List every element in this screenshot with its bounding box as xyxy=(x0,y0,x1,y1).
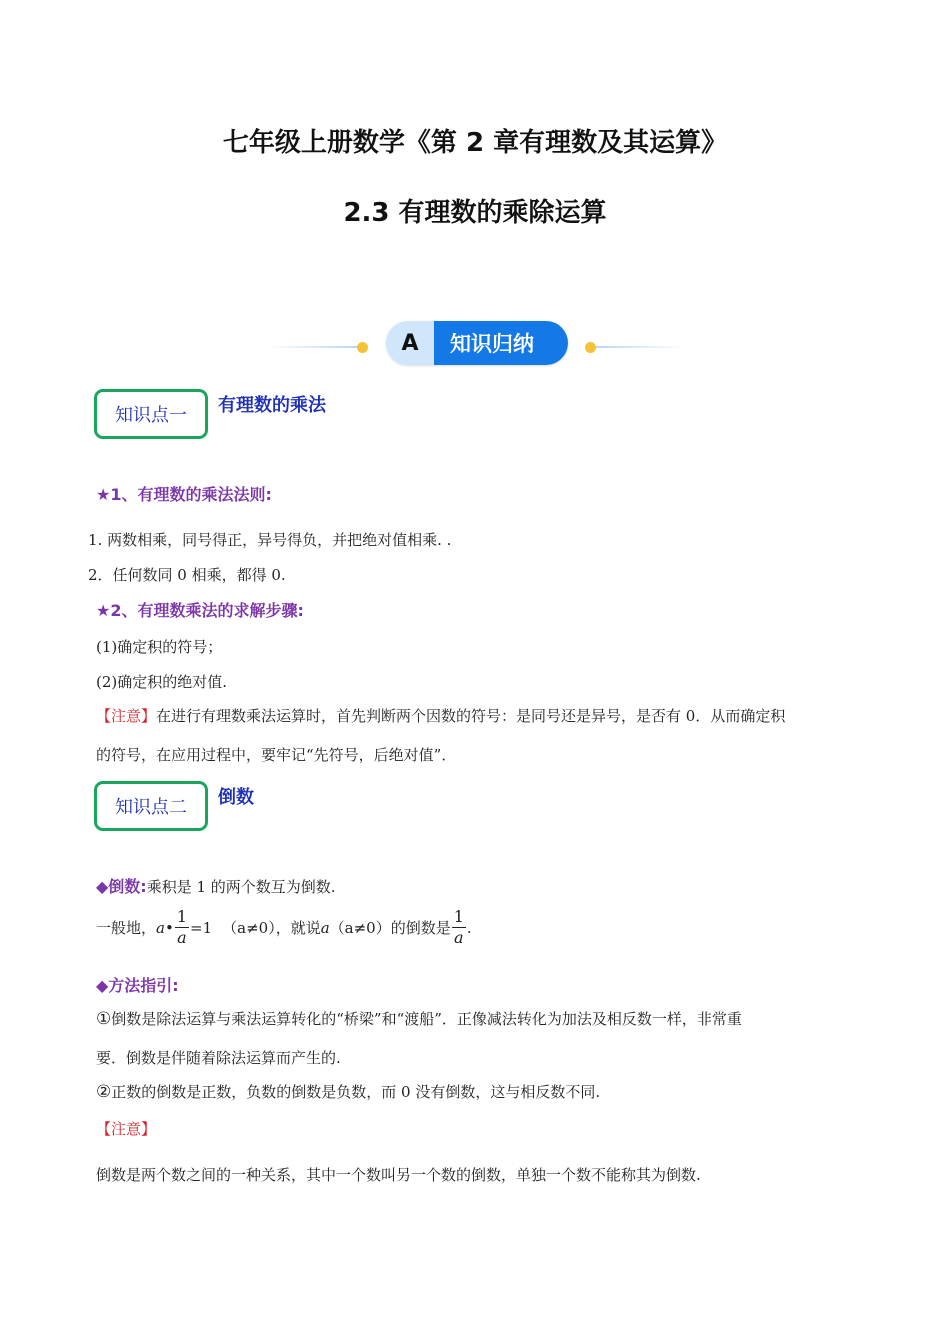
rule-2: 2．任何数同 0 相乘，都得 0. xyxy=(88,566,286,584)
note-1-line-2: 的符号，在应用过程中，要牢记“先符号，后绝对值”． xyxy=(96,746,457,764)
method-heading: ◆方法指引: xyxy=(96,976,179,995)
knowledge-point-1-box: 知识点一 xyxy=(94,389,208,439)
method-1-line-1 xyxy=(96,1008,742,1029)
page-title: 七年级上册数学《第 2 章有理数及其运算》 xyxy=(222,128,728,158)
formula-fraction-2 xyxy=(452,909,466,946)
formula-var-a-2: a xyxy=(320,918,330,937)
knowledge-point-2-title: 倒数 xyxy=(218,787,254,808)
formula-condition-1: （a≠0），就说 xyxy=(222,919,321,937)
reciprocal-definition xyxy=(96,874,336,897)
method-2-text: 正数的倒数是正数，负数的倒数是负数，而 0 没有倒数，这与相反数不同. xyxy=(111,1083,601,1101)
fraction-2-numerator: 1 xyxy=(453,907,464,926)
formula-prefix: 一般地， xyxy=(96,919,157,937)
step-1: (1)确定积的符号； xyxy=(96,638,223,656)
dot-right-icon xyxy=(585,342,596,353)
dot-left-icon xyxy=(357,342,368,353)
formula-dot: • xyxy=(164,918,174,937)
reciprocal-text: 乘积是 1 的两个数互为倒数. xyxy=(146,878,336,896)
method-2 xyxy=(96,1081,600,1102)
note-1-line-1 xyxy=(96,705,785,726)
steps-heading: ★2、有理数乘法的求解步骤: xyxy=(96,601,304,620)
reciprocal-label: ◆倒数: xyxy=(96,877,147,896)
formula-condition-2: （a≠0）的倒数是 xyxy=(329,919,451,937)
note-2-text: 倒数是两个数之间的一种关系，其中一个数叫另一个数的倒数，单独一个数不能称其为倒数. xyxy=(96,1166,701,1184)
rule-heading: ★1、有理数的乘法法则: xyxy=(96,485,272,504)
method-2-number: ② xyxy=(96,1082,112,1102)
formula-var-a: a xyxy=(156,918,165,937)
fraction-denominator: a xyxy=(177,928,187,947)
step-2: (2)确定积的绝对值. xyxy=(96,673,228,691)
section-label: 知识归纳 xyxy=(434,321,568,365)
method-1-number: ① xyxy=(96,1009,112,1029)
divider-right xyxy=(596,346,684,348)
page-subtitle: 2.3 有理数的乘除运算 xyxy=(343,198,607,228)
formula-fraction xyxy=(175,909,189,946)
method-1-text: 倒数是除法运算与乘法运算转化的“桥梁”和“渡船”．正像减法转化为加法及相反数一样，非常重 xyxy=(111,1010,742,1028)
fraction-numerator: 1 xyxy=(176,907,188,926)
fraction-2-denominator: a xyxy=(454,928,464,947)
rule-1: 1. 两数相乘，同号得正，异号得负，并把绝对值相乘. . xyxy=(88,531,452,549)
section-badge xyxy=(386,321,568,365)
reciprocal-formula xyxy=(96,909,472,946)
formula-end: . xyxy=(466,918,472,937)
knowledge-point-1-title: 有理数的乘法 xyxy=(218,395,326,416)
knowledge-point-2-box: 知识点二 xyxy=(94,781,208,831)
note-2-tag: 【注意】 xyxy=(96,1120,157,1138)
method-1-line-2: 要．倒数是伴随着除法运算而产生的. xyxy=(96,1049,341,1067)
divider-left xyxy=(268,346,358,348)
note-1-tag: 【注意】 xyxy=(96,707,157,725)
formula-equals: =1 xyxy=(190,918,213,937)
section-letter: A xyxy=(386,321,434,365)
note-1-text: 在进行有理数乘法运算时，首先判断两个因数的符号：是同号还是异号，是否有 0．从而确定积 xyxy=(156,707,786,725)
